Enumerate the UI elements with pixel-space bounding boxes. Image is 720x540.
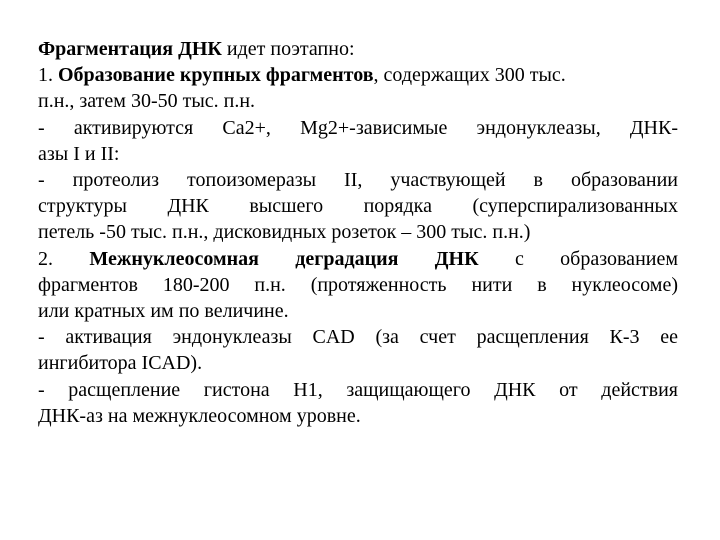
bullet2-line3: петель -50 тыс. п.н., дисковидных розеток – 300 тыс. п.н.) (38, 221, 531, 244)
item1-number: 1. (38, 64, 58, 87)
item2-bold: Межнуклеосомная деградация ДНК (89, 247, 479, 270)
heading-line (38, 36, 678, 62)
bullet3-line2: ингибитора ICAD). (38, 352, 203, 375)
item2-line3: или кратных им по величине. (38, 300, 289, 323)
bullet4-line2: ДНК-аз на межнуклеосомном уровне. (38, 404, 361, 427)
item2-rest: с образованием (478, 247, 679, 270)
item2-line1 (38, 246, 678, 272)
heading-bold: Фрагментация ДНК (38, 38, 222, 60)
bullet2-line2: структуры ДНК высшего порядка (суперспирализованных (38, 195, 678, 218)
bullet4-line1: - расщепление гистона Н1, защищающего ДНК от действия (38, 378, 678, 401)
slide-text-body (38, 36, 678, 429)
item2-number: 2. (38, 247, 90, 270)
item1-bold: Образование крупных фрагментов (58, 64, 374, 87)
bullet3-line1: - активация эндонуклеазы CAD (за счет расщепления К-3 ее (38, 326, 678, 349)
item1-line2: п.н., затем 30-50 тыс. п.н. (38, 90, 256, 113)
bullet1-line2: азы I и II: (38, 142, 120, 165)
heading-rest: идет поэтапно: (221, 38, 355, 60)
item1-line1 (38, 62, 678, 88)
bullet2-line1: - протеолиз топоизомеразы II, участвующей в образовании (38, 169, 678, 192)
item1-rest: , содержащих 300 тыс. (373, 64, 566, 87)
bullet1-line1: - активируются Са2+, Mg2+-зависимые эндонуклеазы, ДНК- (38, 116, 678, 139)
item2-line2: фрагментов 180-200 п.н. (протяженность нити в нуклеосоме) (38, 273, 678, 296)
